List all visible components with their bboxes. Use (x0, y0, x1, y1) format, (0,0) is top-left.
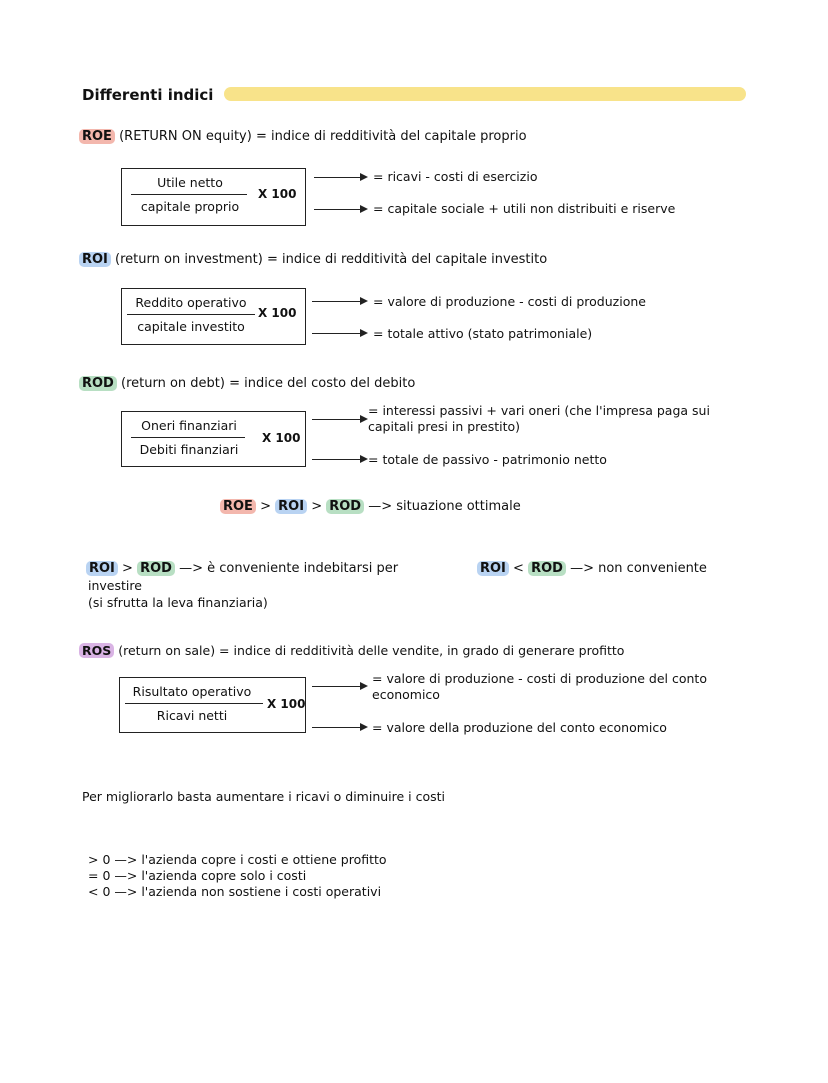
ros-denominator: Ricavi netti (156, 708, 228, 723)
ros-fraction-line (125, 703, 263, 704)
ros-multiplier: X 100 (267, 697, 306, 711)
title-highlight (224, 87, 746, 101)
optimal-condition (220, 499, 521, 514)
roi-arrow-2 (312, 333, 366, 334)
ros-tag: ROS (79, 643, 114, 658)
rod-fraction-line (131, 437, 245, 438)
ros-arrow-1 (312, 686, 366, 687)
roe-tag: ROE (79, 129, 115, 144)
not-convenient-roi-tag: ROI (477, 561, 509, 576)
ros-arrow-2 (312, 727, 366, 728)
rod-definition: (return on debt) = indice del costo del debito (121, 376, 416, 391)
case-zero: = 0 —> l'azienda copre solo i costi (88, 868, 307, 883)
convenient-roi-tag: ROI (86, 561, 118, 576)
roe-definition: (RETURN ON equity) = indice di redditività del capitale proprio (119, 129, 527, 144)
ros-arrow-1-text: = valore di produzione - costi di produzione del conto (372, 671, 707, 686)
roe-arrow-2-text: = capitale sociale + utili non distribuiti e riserve (373, 201, 676, 216)
ros-definition: (return on sale) = indice di redditività delle vendite, in grado di generare profitto (118, 643, 625, 658)
not-convenient-rod-tag: ROD (528, 561, 566, 576)
rod-arrow-2-text: = totale de passivo - patrimonio netto (368, 452, 607, 467)
roi-numerator: Reddito operativo (135, 295, 247, 310)
rod-arrow-2 (312, 459, 366, 460)
roe-denominator: capitale proprio (140, 199, 240, 214)
roi-multiplier: X 100 (258, 306, 297, 320)
roe-numerator: Utile netto (157, 175, 223, 190)
roe-arrow-1-text: = ricavi - costi di esercizio (373, 169, 538, 184)
rod-denominator: Debiti finanziari (139, 442, 239, 457)
optimal-text: —> situazione ottimale (368, 499, 521, 514)
convenient-op: > (122, 561, 133, 576)
rod-multiplier: X 100 (262, 431, 301, 445)
roi-arrow-2-text: = totale attivo (stato patrimoniale) (373, 326, 593, 341)
page-title: Differenti indici (82, 86, 214, 104)
optimal-roe-tag: ROE (220, 499, 256, 514)
optimal-rod-tag: ROD (326, 499, 364, 514)
rod-numerator: Oneri finanziari (141, 418, 237, 433)
case-positive: > 0 —> l'azienda copre i costi e ottiene profitto (88, 852, 387, 867)
roi-heading (79, 252, 547, 267)
convenient-condition (86, 561, 398, 576)
ros-numerator: Risultato operativo (132, 684, 252, 699)
optimal-gt-2: > (311, 499, 323, 514)
ros-arrow-1-text-cont: economico (372, 687, 440, 702)
ros-arrow-2-text: = valore della produzione del conto economico (372, 720, 667, 735)
rod-arrow-1-text-cont: capitali presi in prestito) (368, 419, 521, 434)
optimal-gt-1: > (260, 499, 271, 514)
not-convenient-op: < (513, 561, 524, 576)
not-convenient-text: —> non conveniente (570, 561, 707, 576)
roe-multiplier: X 100 (258, 187, 297, 201)
improve-note: Per migliorarlo basta aumentare i ricavi o diminuire i costi (82, 789, 446, 804)
roe-fraction-line (131, 194, 247, 195)
ros-heading (79, 643, 624, 658)
case-negative: < 0 —> l'azienda non sostiene i costi operativi (88, 884, 382, 899)
roe-arrow-2 (314, 209, 366, 210)
roi-definition: (return on investment) = indice di redditività del capitale investito (115, 252, 548, 267)
convenient-leverage-note: (si sfrutta la leva finanziaria) (88, 595, 268, 610)
roi-tag: ROI (79, 252, 111, 267)
roe-arrow-1 (314, 177, 366, 178)
roi-arrow-1 (312, 301, 366, 302)
rod-heading (79, 376, 415, 391)
convenient-text-cont: investire (88, 578, 142, 593)
convenient-rod-tag: ROD (137, 561, 175, 576)
roi-fraction-line (127, 314, 255, 315)
convenient-text: —> è conveniente indebitarsi per (179, 561, 399, 576)
optimal-roi-tag: ROI (275, 499, 307, 514)
rod-tag: ROD (79, 376, 117, 391)
not-convenient-condition (477, 561, 707, 576)
roe-heading (79, 129, 527, 144)
rod-arrow-1-text: = interessi passivi + vari oneri (che l'impresa paga sui (368, 403, 710, 418)
rod-arrow-1 (312, 419, 366, 420)
roi-denominator: capitale investito (137, 319, 245, 334)
roi-arrow-1-text: = valore di produzione - costi di produzione (373, 294, 646, 309)
